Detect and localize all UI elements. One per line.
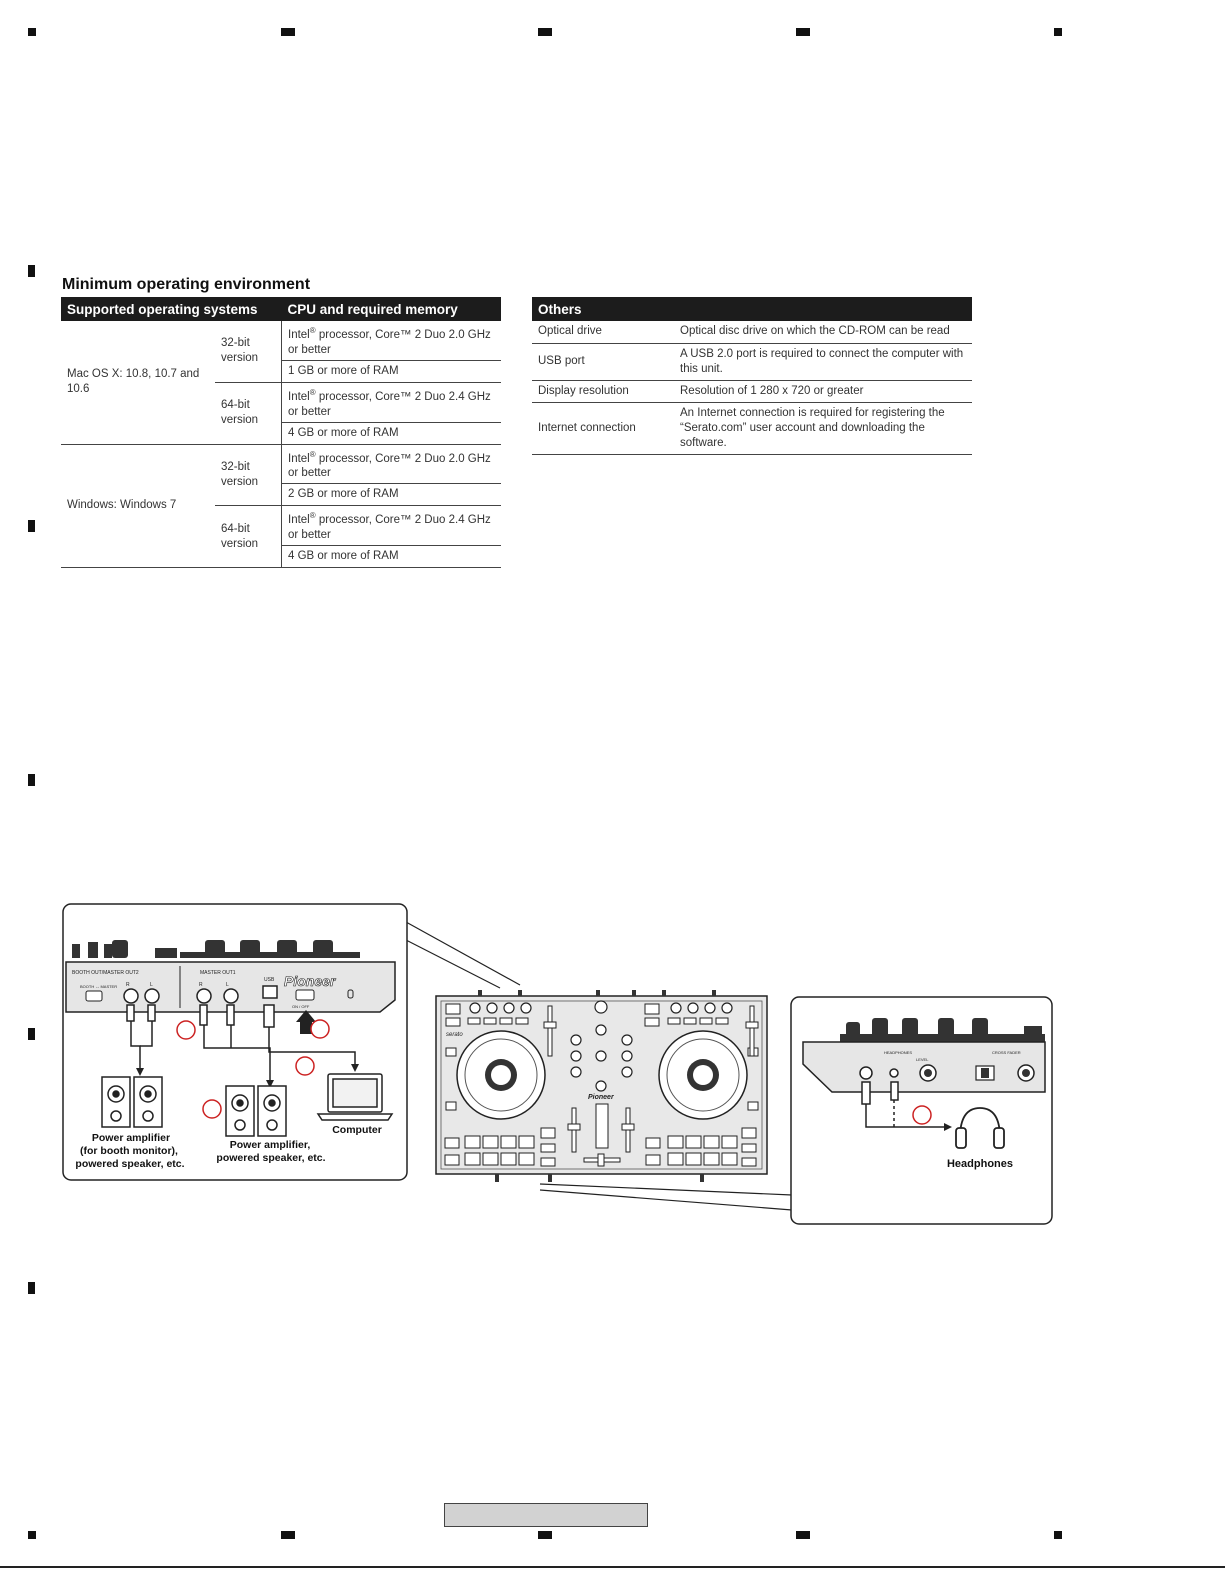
power-switch bbox=[296, 990, 314, 1000]
os-name: Mac OS X: 10.8, 10.7 and 10.6 bbox=[61, 321, 215, 444]
requirement-item: USB port bbox=[532, 343, 674, 380]
crossfader-label: CROSS FADER bbox=[992, 1050, 1021, 1055]
booth-amp-label-1: Power amplifier bbox=[91, 1132, 171, 1144]
registration-mark bbox=[796, 28, 810, 36]
bottom-rule bbox=[0, 1566, 1225, 1568]
bit-version: 32-bit version bbox=[215, 444, 282, 506]
registration-mark bbox=[28, 265, 35, 277]
registration-mark bbox=[28, 1028, 35, 1040]
registration-mark bbox=[28, 1531, 36, 1539]
master-amp-label-1: Power amplifier, bbox=[229, 1139, 311, 1151]
others-requirements-table bbox=[532, 297, 972, 455]
booth-amp-label-3: powered speaker, etc. bbox=[75, 1158, 185, 1170]
requirement-item: Internet connection bbox=[532, 402, 674, 454]
computer-label: Computer bbox=[332, 1124, 382, 1136]
cpu-requirement: Intel® processor, Core™ 2 Duo 2.4 GHz or better bbox=[282, 382, 502, 422]
controller-brand-logo: Pioneer bbox=[588, 1094, 614, 1101]
registration-mark bbox=[28, 1282, 35, 1294]
booth-l-label: L bbox=[150, 982, 153, 988]
booth-switch-label: BOOTH ↔ MASTER bbox=[80, 984, 118, 989]
ram-requirement: 4 GB or more of RAM bbox=[282, 422, 502, 444]
usb-label: USB bbox=[264, 977, 275, 983]
booth-master-switch bbox=[86, 991, 102, 1001]
registration-mark bbox=[281, 28, 295, 36]
registration-mark bbox=[796, 1531, 810, 1539]
ram-requirement: 1 GB or more of RAM bbox=[282, 360, 502, 382]
headphones-label: Headphones bbox=[946, 1158, 1014, 1170]
os-requirements-table bbox=[61, 297, 501, 568]
bit-version: 64-bit version bbox=[215, 382, 282, 444]
master-r-label: R bbox=[199, 982, 203, 988]
headphones-panel-label: HEADPHONES bbox=[884, 1050, 913, 1055]
ram-requirement: 4 GB or more of RAM bbox=[282, 546, 502, 568]
booth-amp-label-2: (for booth monitor), bbox=[80, 1145, 178, 1157]
registration-mark bbox=[281, 1531, 295, 1539]
requirement-item: Display resolution bbox=[532, 380, 674, 402]
booth-r-label: R bbox=[126, 982, 130, 988]
requirement-desc: An Internet connection is required for registering the “Serato.com” user account and downloading the software. bbox=[674, 402, 972, 454]
os-name: Windows: Windows 7 bbox=[61, 444, 215, 568]
serato-logo: serato bbox=[446, 1032, 463, 1038]
column-header-cpu: CPU and required memory bbox=[282, 297, 502, 321]
requirement-item: Optical drive bbox=[532, 321, 674, 343]
section-heading: Minimum operating environment bbox=[62, 276, 311, 293]
master-out-label: MASTER OUT1 bbox=[200, 970, 236, 976]
power-label: ON / OFF bbox=[292, 1004, 310, 1009]
brand-logo: Pioneer bbox=[284, 973, 336, 989]
page-footer-box bbox=[444, 1503, 648, 1527]
registration-mark bbox=[538, 28, 552, 36]
bit-version: 32-bit version bbox=[215, 321, 282, 382]
booth-out-label: BOOTH OUT/MASTER OUT2 bbox=[72, 970, 139, 976]
cpu-requirement: Intel® processor, Core™ 2 Duo 2.4 GHz or better bbox=[282, 506, 502, 546]
registration-mark bbox=[1054, 28, 1062, 36]
requirement-desc: A USB 2.0 port is required to connect the computer with this unit. bbox=[674, 343, 972, 380]
requirement-desc: Resolution of 1 280 x 720 or greater bbox=[674, 380, 972, 402]
others-header: Others bbox=[532, 297, 972, 321]
master-l-label: L bbox=[226, 982, 229, 988]
registration-mark bbox=[28, 28, 36, 36]
ram-requirement: 2 GB or more of RAM bbox=[282, 484, 502, 506]
rear-panel-callout bbox=[63, 904, 407, 1180]
column-header-os: Supported operating systems bbox=[61, 297, 282, 321]
cpu-requirement: Intel® processor, Core™ 2 Duo 2.0 GHz or better bbox=[282, 444, 502, 484]
master-amp-label-2: powered speaker, etc. bbox=[216, 1152, 326, 1164]
level-label: LEVEL bbox=[916, 1057, 929, 1062]
front-panel-callout bbox=[791, 997, 1052, 1224]
registration-mark bbox=[538, 1531, 552, 1539]
registration-mark bbox=[28, 774, 35, 786]
bit-version: 64-bit version bbox=[215, 506, 282, 568]
dj-controller bbox=[436, 990, 767, 1182]
registration-mark bbox=[1054, 1531, 1062, 1539]
registration-mark bbox=[28, 520, 35, 532]
cpu-requirement: Intel® processor, Core™ 2 Duo 2.0 GHz or better bbox=[282, 321, 502, 360]
requirement-desc: Optical disc drive on which the CD-ROM can be read bbox=[674, 321, 972, 343]
